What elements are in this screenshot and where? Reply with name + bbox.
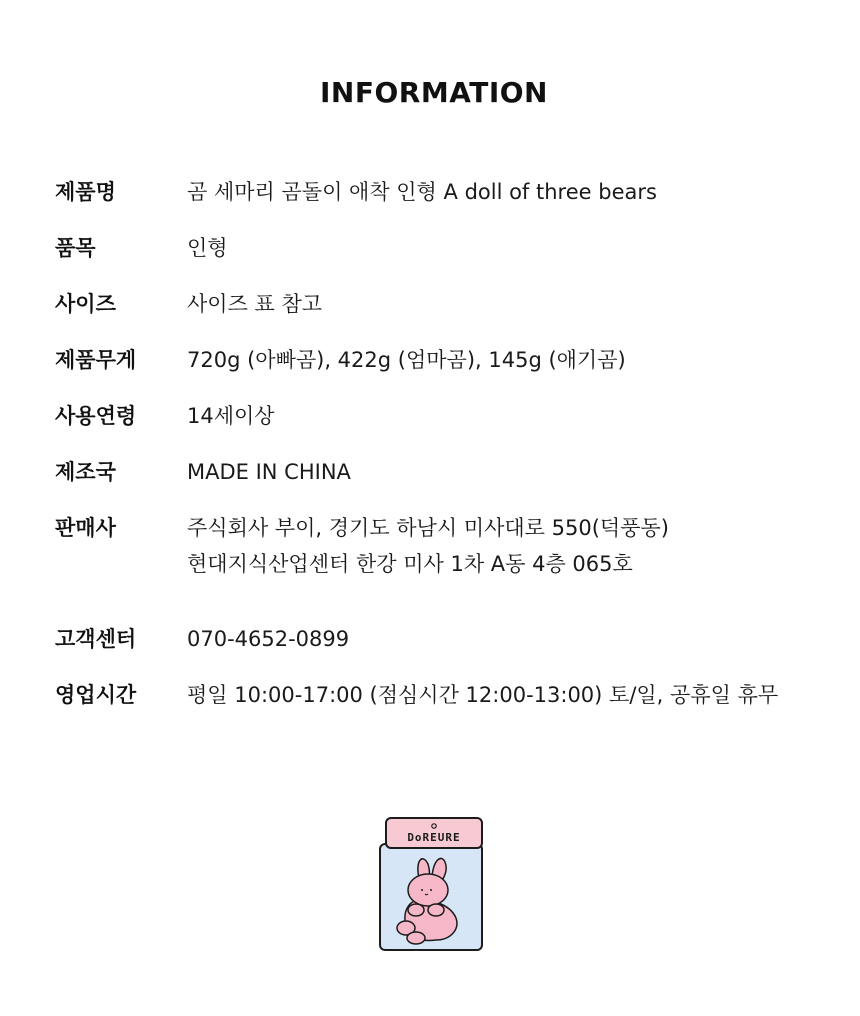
bunny-arm-right [428,904,444,916]
value-product-name [187,174,657,210]
bunny-foot-right [407,932,425,944]
value-line: 평일 10:00-17:00 (점심시간 12:00-13:00) 토/일, 공휴일 휴무 [187,683,779,707]
value-age [187,398,275,434]
value-line: 주식회사 부이, 경기도 하남시 미사대로 550(덕풍동) [187,516,669,540]
brand-logo [376,814,486,954]
value-business-hours [187,677,778,713]
label-business-hours: 영업시간 [55,683,137,707]
value-item [187,230,228,266]
value-line: 인형 [187,236,228,260]
label-age: 사용연령 [55,404,137,428]
label-size: 사이즈 [55,292,116,316]
bunny-eye-left [421,889,423,891]
label-item: 품목 [55,236,96,260]
page-title: INFORMATION [320,76,548,109]
value-origin [187,454,351,490]
value-customer-center [187,621,349,657]
label-weight: 제품무게 [55,348,137,372]
value-line: 720g (아빠곰), 422g (엄마곰), 145g (애기곰) [187,348,626,372]
logo-text: DoREURE [407,831,461,844]
label-seller: 판매사 [55,516,116,540]
bunny-logo-icon [376,814,486,954]
value-line: 14세이상 [187,404,275,428]
value-line: 현대지식산업센터 한강 미사 1차 A동 4층 065호 [187,552,633,576]
bunny-head [408,874,448,906]
label-customer-center: 고객센터 [55,627,137,651]
label-origin: 제조국 [55,460,116,484]
value-line: 곰 세마리 곰돌이 애착 인형 A doll of three bears [187,180,657,204]
value-weight [187,342,626,378]
value-line: 070-4652-0899 [187,627,350,651]
bunny-eye-right [430,889,432,891]
value-line: MADE IN CHINA [187,460,351,484]
label-product-name: 제품명 [55,180,116,204]
value-seller [187,510,669,582]
value-size [187,286,322,322]
bunny-arm-left [408,904,424,916]
value-line: 사이즈 표 참고 [187,292,323,316]
